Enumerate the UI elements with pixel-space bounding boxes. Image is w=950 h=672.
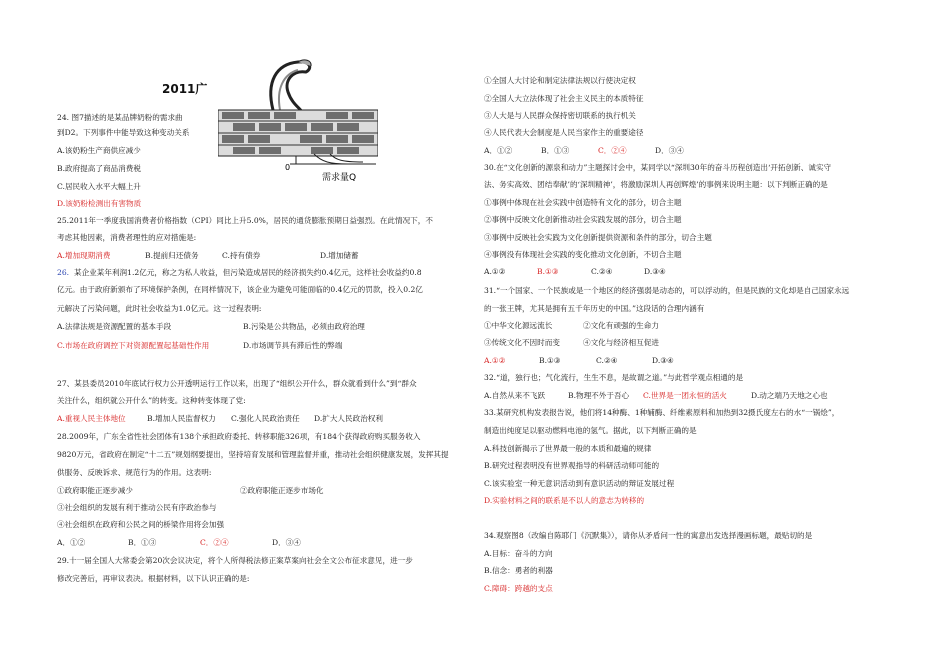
q25-stem-line2: 考虑其他因素，消费者理性的应对措施是: xyxy=(57,233,197,242)
q24-stem-line2: 到D2。下列事件中能导致这种变动关系 xyxy=(57,128,190,137)
q31-statement-3: ③传统文化不因时而变 xyxy=(484,338,560,347)
q24-option-c: C.居民收入水平大幅上升 xyxy=(57,182,141,191)
q30-statement-1: ①事例中体现在社会实践中创造特有文化的部分，切合主题 xyxy=(484,198,682,207)
q28-option-d: D．③④ xyxy=(272,538,301,547)
q30-option-a: A.①② xyxy=(484,267,506,276)
q34-option-a: A.目标：奋斗的方向 xyxy=(484,549,553,558)
q28-statement-2: ②政府职能正逐步市场化 xyxy=(240,486,324,495)
q32-option-b: B.物理不外于吾心 xyxy=(568,391,630,400)
q33-stem-line2: 制造出纯度足以驱动燃料电池的氢气。据此，以下判断正确的是 xyxy=(484,426,697,435)
q27-stem-line2: 关注什么，组织就公开什么”的转变。这种转变体现了党: xyxy=(57,396,246,405)
q30-statement-3: ③事例中反映社会实践为文化创新提供资源和条件的部分，切合主题 xyxy=(484,233,712,242)
q30-option-d: D.③④ xyxy=(644,267,666,276)
q33-option-d: D.实验材料之间的联系是不以人的意志为转移的 xyxy=(484,496,645,505)
q29-statement-1: ①全国人大讨论和制定法律法规以行使决定权 xyxy=(484,76,636,85)
q29-stem-line1: 29.十一届全国人大常委会第20次会议决定，将个人所得税法修正案草案向社会全文公布征求意见，进一步 xyxy=(57,556,413,565)
q28-stem-line2: 9820万元，省政府在制定“十二五”规划纲要提出，坚持培育发展和管理监督并重，推动社会组织健康发展，发挥其提 xyxy=(57,450,449,459)
q31-statement-4: ④文化与经济相互促进 xyxy=(583,338,659,347)
q26-stem-line3: 元解决了污染问题，此时社会收益为1.0亿元。这一过程表明: xyxy=(57,304,262,313)
q33-option-a: A.科技创新揭示了世界最一般的本质和最遍的规律 xyxy=(484,444,652,453)
q28-stem-line3: 供服务、反映诉求、规范行为的作用。这表明: xyxy=(57,468,212,477)
q24-option-b: B.政府提高了商品消费税 xyxy=(57,164,141,173)
q34-option-c: C.障碍：跨越的支点 xyxy=(484,584,553,593)
q32-option-d: D.动之端乃天地之心也 xyxy=(751,391,828,400)
q28-statement-4: ④社会组织在政府和公民之间的桥梁作用将会加强 xyxy=(57,520,225,529)
paper-title: 2011广 xyxy=(162,82,208,96)
q29-option-b: B．①③ xyxy=(541,146,570,155)
q27-option-a: A.重视人民主体地位 xyxy=(57,414,126,423)
q26-option-a: A.法律法规是资源配置的基本手段 xyxy=(57,322,172,331)
q33-option-c: C.该实验室一种无意识活动到有意识活动的辩证发展过程 xyxy=(484,479,675,488)
q29-statement-3: ③人大是与人民群众保持密切联系的执行机关 xyxy=(484,111,636,120)
q29-stem-line2: 修改完善后，再审议表决。根据材料，以下认识正确的是: xyxy=(57,574,250,583)
q27-stem-line1: 27、某县委员2010年底试行权力公开透明运行工作以来，出现了“组织公开什么，群众就看到什么”到“群众 xyxy=(57,379,417,388)
q24-option-d: D.该奶粉检测出有害物质 xyxy=(57,199,142,208)
q25-stem-line1: 25.2011年一季度我国消费者价格指数（CPI）同比上升5.0%，居民的通货膨胀预期日益强烈。在此情况下，不 xyxy=(57,216,433,225)
q32-stem: 32.“道，独行也；气化流行，生生不息，是故谓之道。”与此哲学观点相通的是 xyxy=(484,373,744,382)
q34-stem: 34.观察图8（改编自陈耶门《沉默集》），请你从矛盾问一性的寓意出发选择漫画标题，最贴切的是 xyxy=(484,531,813,540)
q27-option-b: B.增加人民监督权力 xyxy=(147,414,216,423)
axis-origin: 0 xyxy=(285,163,291,172)
q34-option-b: B.信念：勇者的利器 xyxy=(484,566,553,575)
q30-statement-2: ②事例中反映文化创新推动社会实践发展的部分，切合主题 xyxy=(484,215,682,224)
q30-option-b: B.①③ xyxy=(537,267,559,276)
q26-stem-line2: 亿元。由于政府新颁布了环境保护条例，在同样情况下，该企业为避免可能面临的0.4亿元的罚款，投入0.2亿 xyxy=(57,285,423,294)
q25-option-c: C.持有债券 xyxy=(222,251,261,260)
q28-stem-line1: 28.2009年，广东全省性社会团体有138个承担政府委托、转移职能326项，有184个获得政府购买服务收入 xyxy=(57,432,421,441)
q25-option-a: A.增加现期消费 xyxy=(57,251,111,260)
q30-stem-line1: 30.在“文化创新的源泉和动力”主题探讨会中，某同学以“深圳30年的奋斗历程创造出‘开拓创新、诚实守 xyxy=(484,163,832,172)
q27-option-c: C.强化人民政治责任 xyxy=(231,414,300,423)
q26-option-d: D.市场调节具有滞后性的弊端 xyxy=(243,341,343,350)
q31-option-b: B.①③ xyxy=(539,356,561,365)
q31-option-d: D.③④ xyxy=(652,356,674,365)
q24-option-a: A.该奶粉生产商供应减少 xyxy=(57,146,141,155)
q25-option-d: D.增加储蓄 xyxy=(320,251,359,260)
q28-option-a: A．①② xyxy=(57,538,86,547)
q28-statement-3: ③社会组织的发展有利于推动公民有序政治参与 xyxy=(57,503,217,512)
axis-label-q: 需求量Q xyxy=(322,173,357,183)
q31-statement-2: ②文化有顽强的生命力 xyxy=(583,321,659,330)
q29-option-a: A．①② xyxy=(484,146,513,155)
q30-stem-line2: 法、务实高效、团结奉献’的‘深圳精神’，将激励深圳人再创辉煌’的事例来说明主题：以下判断正确的是 xyxy=(484,180,828,189)
q25-option-b: B.提前归还债务 xyxy=(145,251,199,260)
brick-wall-hose-figure xyxy=(218,52,378,187)
q26-option-b: B.污染是公共物品，必须由政府治理 xyxy=(243,322,365,331)
q28-option-b: B．①③ xyxy=(128,538,157,547)
q31-stem-line1: 31.“一个国家、一个民族或是一个地区的经济强弱是动态的，可以浮动的，但是民族的文化却是自己国家永远 xyxy=(484,286,850,295)
q29-statement-2: ②全国人大立法体现了社会主义民主的本质特征 xyxy=(484,94,644,103)
q26-option-c: C.市场在政府调控下对资源配置起基础性作用 xyxy=(57,341,210,350)
q29-option-d: D．③④ xyxy=(655,146,684,155)
q31-option-a: A.①② xyxy=(484,356,506,365)
q26-number: 26. xyxy=(57,268,70,277)
q31-statement-1: ①中华文化源远流长 xyxy=(484,321,553,330)
q24-stem-line1: 24. 图7描述的是某品牌奶粉的需求曲 xyxy=(57,113,183,122)
q26-stem-line1: 某企业某年利润1.2亿元，称之为私人收益，但污染造成居民的经济损失约0.4亿元，这样社会收益约0.8 xyxy=(74,268,422,277)
q32-option-c: C.世界是一团永恒的活火 xyxy=(643,391,727,400)
q27-option-d: D.扩大人民政治权利 xyxy=(314,414,383,423)
q30-option-c: C.②④ xyxy=(591,267,613,276)
q29-option-c: C．②④ xyxy=(598,146,627,155)
q32-option-a: A.自然从来不飞跃 xyxy=(484,391,546,400)
q28-statement-1: ①政府职能正逐步减少 xyxy=(57,486,133,495)
q31-option-c: C.②④ xyxy=(596,356,618,365)
q33-option-b: B.研究过程表明没有世界观指导的科研活动师可能的 xyxy=(484,461,660,470)
q29-statement-4: ④人民代表大会制度是人民当家作主的重要途径 xyxy=(484,128,644,137)
q33-stem-line1: 33.某研究机构发表报告说，他们将14种酶、1种辅酶、纤维素原料和加热到32摄氏度左右的水“一锅烩”， xyxy=(484,408,840,417)
q30-statement-4: ④事例没有体现社会实践的变化推动文化创新，不切合主题 xyxy=(484,250,682,259)
q28-option-c: C．②④ xyxy=(200,538,229,547)
q31-stem-line2: 的一张王牌，尤其是拥有五千年历史的中国。”这段话的合理内涵有 xyxy=(484,304,705,313)
